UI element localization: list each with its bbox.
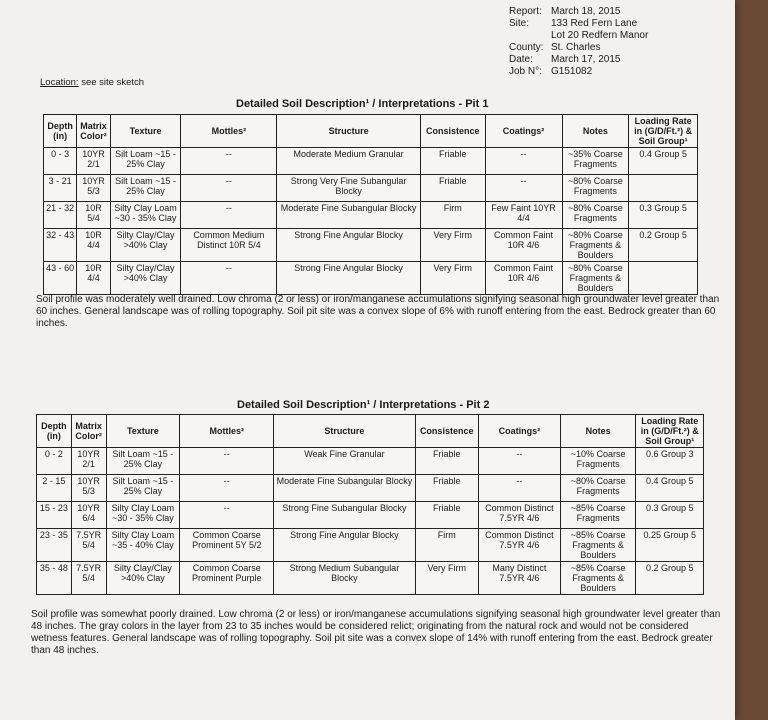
cell-notes: ~35% Coarse Fragments	[562, 148, 629, 175]
cell-texture: Silt Loam ~15 - 25% Clay	[110, 175, 181, 202]
cell-mottles: --	[180, 502, 274, 529]
location-line	[40, 77, 144, 88]
cell-texture: Silty Clay/Clay >40% Clay	[110, 229, 181, 262]
column-header-notes: Notes	[560, 415, 636, 448]
county-value: St. Charles	[551, 42, 601, 53]
cell-depth: 0 - 2	[37, 448, 72, 475]
table-row	[44, 148, 698, 175]
cell-notes: ~85% Coarse Fragments & Boulders	[560, 529, 636, 562]
table-row	[44, 175, 698, 202]
cell-mottles: Common Coarse Prominent 5Y 5/2	[180, 529, 274, 562]
cell-coatings: Common Faint 10R 4/6	[485, 262, 562, 295]
site-label: Site:	[509, 18, 530, 29]
cell-color: 10R 5/4	[77, 202, 110, 229]
date-label: Date:	[509, 54, 533, 65]
cell-mottles: Common Coarse Prominent Purple	[180, 562, 274, 595]
cell-mottles: --	[181, 262, 277, 295]
location-label: Location:	[40, 77, 79, 88]
cell-consistence: Friable	[415, 475, 478, 502]
cell-color: 10R 4/4	[77, 262, 110, 295]
pit2-title: Detailed Soil Description¹ / Interpretations - Pit 2	[237, 399, 490, 411]
cell-structure: Moderate Fine Subangular Blocky	[277, 202, 421, 229]
column-header-coatings: Coatings²	[485, 115, 562, 148]
cell-texture: Silty Clay Loam ~30 - 35% Clay	[110, 202, 181, 229]
cell-loading: 0.6 Group 3	[636, 448, 704, 475]
header-row	[44, 115, 698, 148]
cell-coatings: Common Faint 10R 4/6	[485, 229, 562, 262]
pit1-title: Detailed Soil Description¹ / Interpretations - Pit 1	[236, 98, 489, 110]
cell-texture: Silty Clay/Clay >40% Clay	[110, 262, 181, 295]
cell-color: 7.5YR 5/4	[71, 562, 106, 595]
cell-loading: 0.25 Group 5	[636, 529, 704, 562]
cell-depth: 3 - 21	[44, 175, 77, 202]
column-header-consistence: Consistence	[420, 115, 485, 148]
cell-loading: 0.4 Group 5	[636, 475, 704, 502]
cell-texture: Silt Loam ~15 - 25% Clay	[106, 448, 180, 475]
cell-structure: Weak Fine Granular	[274, 448, 415, 475]
table-row	[44, 229, 698, 262]
table-row	[37, 448, 704, 475]
cell-depth: 2 - 15	[37, 475, 72, 502]
column-header-coatings: Coatings²	[478, 415, 560, 448]
cell-consistence: Friable	[415, 502, 478, 529]
report-header	[509, 6, 648, 78]
cell-texture: Silty Clay Loam ~35 - 40% Clay	[106, 529, 180, 562]
cell-color: 10YR 2/1	[77, 148, 110, 175]
table-row	[37, 529, 704, 562]
report-date: March 18, 2015	[551, 6, 621, 17]
column-header-texture: Texture	[110, 115, 181, 148]
report-label: Report:	[509, 6, 542, 17]
table-row	[37, 502, 704, 529]
column-header-structure: Structure	[277, 115, 421, 148]
cell-coatings: --	[485, 148, 562, 175]
cell-depth: 0 - 3	[44, 148, 77, 175]
cell-coatings: Common Distinct 7.5YR 4/6	[478, 529, 560, 562]
cell-mottles: --	[180, 475, 274, 502]
cell-notes: ~80% Coarse Fragments	[560, 475, 636, 502]
job-number: G151082	[551, 66, 593, 77]
cell-consistence: Friable	[415, 448, 478, 475]
cell-depth: 15 - 23	[37, 502, 72, 529]
cell-notes: ~80% Coarse Fragments & Boulders	[562, 262, 629, 295]
column-header-depth: Depth (in)	[44, 115, 77, 148]
column-header-depth: Depth (in)	[37, 415, 72, 448]
cell-mottles: --	[181, 202, 277, 229]
cell-loading: 0.2 Group 5	[629, 229, 698, 262]
pit1-table	[43, 114, 698, 295]
pit2-table	[36, 414, 704, 595]
cell-coatings: Few Faint 10YR 4/4	[485, 202, 562, 229]
cell-mottles: --	[181, 148, 277, 175]
site-lot: Lot 20 Redfern Manor	[551, 30, 649, 41]
cell-coatings: Many Distinct 7.5YR 4/6	[478, 562, 560, 595]
cell-texture: Silty Clay Loam ~30 - 35% Clay	[106, 502, 180, 529]
cell-texture: Silty Clay/Clay >40% Clay	[106, 562, 180, 595]
cell-consistence: Friable	[420, 148, 485, 175]
column-header-mottles: Mottles²	[180, 415, 274, 448]
cell-structure: Strong Very Fine Subangular Blocky	[277, 175, 421, 202]
cell-notes: ~80% Coarse Fragments	[562, 175, 629, 202]
column-header-structure: Structure	[274, 415, 415, 448]
cell-texture: Silt Loam ~15 - 25% Clay	[106, 475, 180, 502]
column-header-notes: Notes	[562, 115, 629, 148]
cell-color: 10R 4/4	[77, 229, 110, 262]
column-header-color: Matrix Color²	[77, 115, 110, 148]
column-header-mottles: Mottles²	[181, 115, 277, 148]
table-row	[37, 475, 704, 502]
cell-loading: 0.3 Group 5	[629, 202, 698, 229]
cell-consistence: Very Firm	[415, 562, 478, 595]
cell-depth: 21 - 32	[44, 202, 77, 229]
cell-notes: ~10% Coarse Fragments	[560, 448, 636, 475]
column-header-loading: Loading Rate in (G/D/Ft.²) & Soil Group¹	[629, 115, 698, 148]
cell-coatings: --	[485, 175, 562, 202]
cell-color: 10YR 5/3	[71, 475, 106, 502]
cell-mottles: Common Medium Distinct 10R 5/4	[181, 229, 277, 262]
cell-structure: Moderate Fine Subangular Blocky	[274, 475, 415, 502]
cell-color: 10YR 2/1	[71, 448, 106, 475]
cell-notes: ~85% Coarse Fragments & Boulders	[560, 562, 636, 595]
location-value: see site sketch	[81, 77, 145, 88]
cell-depth: 35 - 48	[37, 562, 72, 595]
column-header-color: Matrix Color²	[71, 415, 106, 448]
cell-mottles: --	[180, 448, 274, 475]
cell-coatings: Common Distinct 7.5YR 4/6	[478, 502, 560, 529]
cell-color: 7.5YR 5/4	[71, 529, 106, 562]
cell-texture: Silt Loam ~15 - 25% Clay	[110, 148, 181, 175]
cell-consistence: Very Firm	[420, 262, 485, 295]
date-value: March 17, 2015	[551, 54, 621, 65]
cell-structure: Strong Fine Angular Blocky	[277, 262, 421, 295]
pit1-summary: Soil profile was moderately well drained. Low chroma (2 or less) or iron/manganese accumulations signifying seasonal high groundwater level greater than 60 inches. General landscape was of rolling topography. Soil pit site was a convex slope of 6% with runoff entering from the east. Bedrock greater than 60 inches.	[36, 294, 720, 329]
cell-coatings: --	[478, 475, 560, 502]
cell-structure: Strong Fine Angular Blocky	[274, 529, 415, 562]
cell-loading: 0.3 Group 5	[636, 502, 704, 529]
cell-consistence: Firm	[415, 529, 478, 562]
cell-consistence: Firm	[420, 202, 485, 229]
cell-depth: 23 - 35	[37, 529, 72, 562]
column-header-consistence: Consistence	[415, 415, 478, 448]
cell-loading: 0.2 Group 5	[636, 562, 704, 595]
cell-loading: 0.4 Group 5	[629, 148, 698, 175]
cell-depth: 43 - 60	[44, 262, 77, 295]
job-label: Job N°:	[509, 66, 542, 77]
cell-structure: Strong Fine Subangular Blocky	[274, 502, 415, 529]
cell-loading	[629, 262, 698, 295]
cell-color: 10YR 6/4	[71, 502, 106, 529]
cell-notes: ~80% Coarse Fragments	[562, 202, 629, 229]
site-address: 133 Red Fern Lane	[551, 18, 638, 29]
cell-notes: ~85% Coarse Fragments	[560, 502, 636, 529]
cell-structure: Strong Medium Subangular Blocky	[274, 562, 415, 595]
pit2-summary: Soil profile was somewhat poorly drained. Low chroma (2 or less) or iron/manganese accumulations signifying seasonal high groundwater level greater than 48 inches. The gray colors in the layer from 23 to 35 inches would be considered relict; originating from the natural rock and would not be considered wetness features. General landscape was of rolling topography. Soil pit site was a convex slope of 14% with runoff entering from the east. Bedrock greater than 48 inches.	[31, 609, 721, 656]
table-row	[44, 202, 698, 229]
table-row	[44, 262, 698, 295]
table-row	[37, 562, 704, 595]
cell-structure: Strong Fine Angular Blocky	[277, 229, 421, 262]
cell-depth: 32 - 43	[44, 229, 77, 262]
cell-structure: Moderate Medium Granular	[277, 148, 421, 175]
cell-notes: ~80% Coarse Fragments & Boulders	[562, 229, 629, 262]
cell-coatings: --	[478, 448, 560, 475]
cell-color: 10YR 5/3	[77, 175, 110, 202]
cell-mottles: --	[181, 175, 277, 202]
column-header-loading: Loading Rate in (G/D/Ft.²) & Soil Group¹	[636, 415, 704, 448]
column-header-texture: Texture	[106, 415, 180, 448]
county-label: County:	[509, 42, 544, 53]
cell-loading	[629, 175, 698, 202]
header-row	[37, 415, 704, 448]
cell-consistence: Friable	[420, 175, 485, 202]
cell-consistence: Very Firm	[420, 229, 485, 262]
